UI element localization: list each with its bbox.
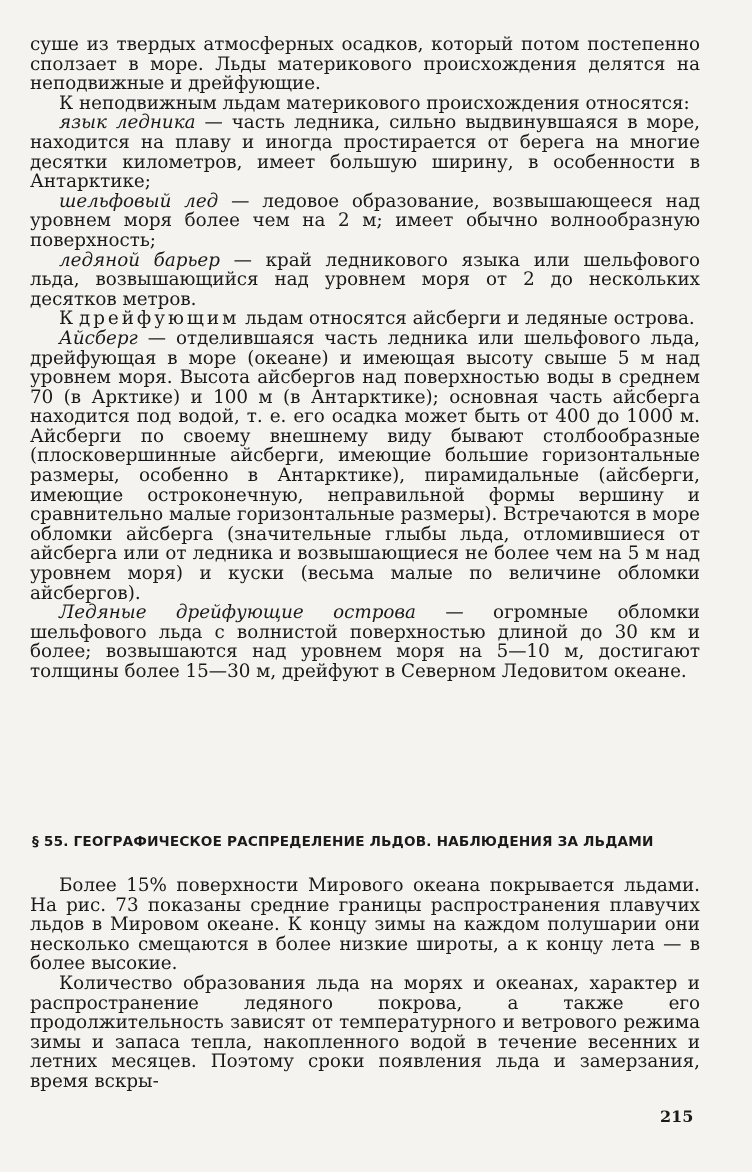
term: ледяной барьер bbox=[59, 249, 220, 271]
spaced-emphasis: дрейфующим bbox=[78, 308, 240, 330]
paragraph bbox=[30, 94, 700, 114]
definition-item bbox=[30, 192, 700, 251]
paragraph-lead: К bbox=[59, 308, 79, 330]
definition-item bbox=[30, 329, 700, 603]
page-number: 215 bbox=[660, 1107, 694, 1126]
definition-text: — край ледникового языка или шельфового льда, возвышающийся над уровнем моря от 2 до нескольких десятков метров. bbox=[30, 249, 700, 310]
paragraph bbox=[30, 309, 700, 329]
paragraph-text: суше из твердых атмосферных осадков, который потом постепенно сползает в море. Льды материкового происхождения делятся на неподвижные и дрейфующие. bbox=[30, 34, 700, 95]
term: шельфовый лед bbox=[59, 190, 219, 212]
paragraph bbox=[30, 35, 700, 94]
definition-item bbox=[30, 603, 700, 681]
term: язык ледника bbox=[59, 112, 196, 134]
paragraph: Более 15% поверхности Мирового океана покрывается льдами. На рис. 73 показаны средние границы распространения плавучих льдов в Мировом океане. К концу зимы на каждом полушарии они несколько смещаются в более низкие широты, а к концу лета — в более высокие. bbox=[30, 875, 700, 975]
section-heading: § 55. ГЕОГРАФИЧЕСКОЕ РАСПРЕДЕЛЕНИЕ ЛЬДОВ. НАБЛЮДЕНИЯ ЗА ЛЬДАМИ bbox=[32, 834, 654, 850]
definition-text: — отделившаяся часть ледника или шельфового льда, дрейфующая в море (океане) и имеющая высоту свыше 5 м над уровнем моря. Высота айсбергов над поверхностью воды в среднем 70 (в Арктике) и 100 м (в Антарктике); основная часть айсберга находится под водой, т. е. его осадка может быть от 400 до 1000 м. Айсберги по своему внешнему виду бывают столбообразные (плосковершинные айсберги, имеющие большие горизонтальные размеры, особенно в Антарктике), пирамидальные (айсберги, имеющие остроконечную, неправильной формы вершину и сравнительно малые горизонтальные размеры). Встречаются в море обломки айсберга (значительные глыбы льда, отломившиеся от айсберга или от ледника и возвышающиеся не более чем на 5 м над уровнем моря) и куски (весьма малые по величине обломки айсбергов). bbox=[30, 327, 700, 604]
term: Айсберг bbox=[59, 327, 138, 349]
definition-item bbox=[30, 113, 700, 191]
definition-text: — ледовое образование, возвышающееся над уровнем моря более чем на 2 м; имеет обычно волнообразную поверхность; bbox=[30, 190, 700, 251]
body-text-lower bbox=[30, 876, 700, 1092]
definition-text: — огромные обломки шельфового льда с волнистой поверхностью длиной до 30 км и более; возвышаются над уровнем моря на 5—10 м, достигают толщины более 15—30 м, дрейфуют в Северном Ледовитом океане. bbox=[30, 602, 700, 682]
body-text-upper bbox=[30, 35, 700, 682]
paragraph-text: К неподвижным льдам материкового происхождения относятся: bbox=[59, 92, 690, 114]
term: Ледяные дрейфующие острова bbox=[59, 602, 416, 624]
definition-text: — часть ледника, сильно выдвинувшаяся в море, находится на плаву и иногда простирается от берега на многие десятки километров, имеет большую ширину, в особенности в Антарктике; bbox=[30, 112, 700, 193]
paragraph: Количество образования льда на морях и океанах, характер и распространение ледяного покрова, а также его продолжительность зависят от температурного и ветрового режима зимы и запаса тепла, накопленного водой в течение весенних и летних месяцев. Поэтому сроки появления льда и замерзания, время вскры- bbox=[30, 972, 700, 1092]
paragraph-text: льдам относятся айсберги и ледяные острова. bbox=[239, 308, 695, 330]
definition-item bbox=[30, 251, 700, 310]
